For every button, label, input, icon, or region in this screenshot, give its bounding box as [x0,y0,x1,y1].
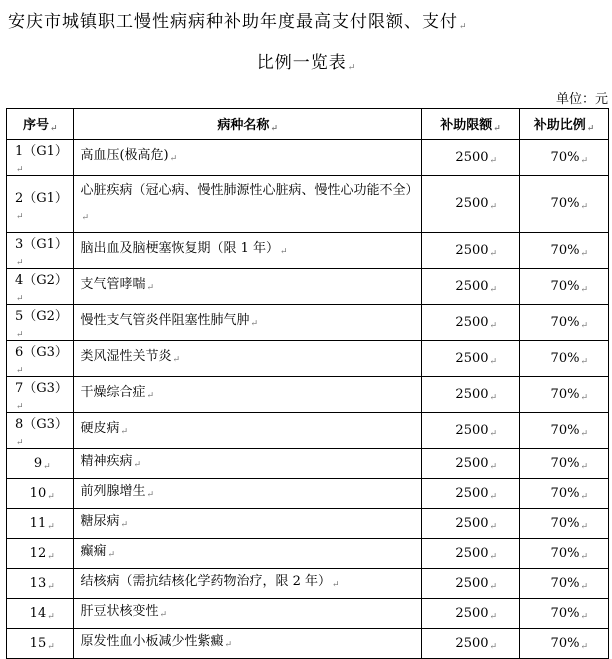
paragraph-mark-icon: ↵ [47,611,55,622]
document-title-line1 [8,7,608,32]
row-ratio-cell [520,377,609,413]
row-ratio-cell-text: 70% [550,635,580,651]
row-ratio-cell-text: 70% [550,149,580,165]
row-limit-cell [421,509,519,539]
paragraph-mark-icon: ↵ [146,490,155,500]
row-limit-cell-text: 2500 [455,242,489,258]
paragraph-mark-icon: ↵ [489,521,498,532]
paragraph-mark-icon: ↵ [169,154,178,164]
paragraph-mark-icon: ↵ [580,581,588,592]
paragraph-mark-icon: ↵ [16,294,24,304]
row-ratio-cell [520,449,609,479]
paragraph-mark-icon: ↵ [580,461,588,472]
row-index-cell [7,305,74,341]
row-ratio-cell [520,413,609,449]
row-index-cell [7,269,74,305]
row-limit-cell [421,269,519,305]
unit-label [556,88,608,107]
table-row [7,479,609,509]
paragraph-mark-icon: ↵ [224,640,233,650]
paragraph-mark-icon: ↵ [47,641,55,652]
row-ratio-cell [520,569,609,599]
row-index-cell [7,233,74,269]
row-limit-cell-text: 2500 [455,635,489,651]
row-disease-cell [74,629,422,659]
paragraph-mark-icon: ↵ [159,610,168,620]
paragraph-mark-icon: ↵ [489,284,498,295]
row-disease-cell-text: 结核病（需抗结核化学药物治疗，限 2 年） [80,574,331,589]
paragraph-mark-icon: ↵ [489,356,498,367]
row-ratio-cell [520,539,609,569]
row-disease-cell-text: 类风湿性关节炎 [80,349,172,364]
row-index-cell [7,377,74,413]
row-disease-cell-text: 支气管哮喘 [80,277,146,292]
row-limit-cell [421,305,519,341]
row-index-cell-text: 13 [29,575,47,591]
row-index-cell-text: 14 [29,605,47,621]
row-limit-cell-text: 2500 [455,422,489,438]
row-disease-cell [74,413,422,449]
paragraph-mark-icon: ↵ [16,438,24,448]
row-index-cell-text: 12 [29,545,47,561]
paragraph-mark-icon: ↵ [16,211,24,222]
table-row [7,449,609,479]
row-limit-cell [421,413,519,449]
row-ratio-cell [520,176,609,233]
row-disease-cell-text: 糖尿病 [80,514,120,529]
row-limit-cell-text: 2500 [455,386,489,402]
table-row [7,377,609,413]
row-disease-cell [74,539,422,569]
paragraph-mark-icon: ↵ [16,165,24,175]
row-disease-cell [74,599,422,629]
header-disease-text: 病种名称 [217,118,270,133]
row-ratio-cell-text: 70% [550,485,580,501]
row-index-cell [7,509,74,539]
row-limit-cell [421,176,519,233]
row-disease-cell [74,569,422,599]
row-limit-cell [421,539,519,569]
paragraph-mark-icon: ↵ [81,212,89,223]
row-limit-cell [421,377,519,413]
row-disease-cell [74,140,422,176]
row-limit-cell [421,449,519,479]
row-index-cell-text: 4（G2） [15,273,68,288]
row-ratio-cell [520,305,609,341]
paragraph-mark-icon: ↵ [459,22,467,32]
row-disease-cell-text: 慢性支气管炎伴阻塞性肺气肿 [80,313,250,328]
header-limit [421,109,519,140]
table-row [7,509,609,539]
paragraph-mark-icon: ↵ [107,550,116,560]
paragraph-mark-icon: ↵ [47,491,55,502]
table-row [7,305,609,341]
paragraph-mark-icon: ↵ [580,248,588,259]
row-ratio-cell [520,233,609,269]
table-row [7,599,609,629]
row-limit-cell-text: 2500 [455,350,489,366]
paragraph-mark-icon: ↵ [489,392,498,403]
paragraph-mark-icon: ↵ [580,202,588,212]
paragraph-mark-icon: ↵ [280,247,288,257]
paragraph-mark-icon: ↵ [489,155,498,166]
paragraph-mark-icon: ↵ [489,641,498,652]
unit-text: 单位：元 [555,92,608,107]
table-row [7,539,609,569]
row-disease-cell [74,377,422,413]
paragraph-mark-icon: ↵ [489,461,498,472]
row-disease-cell-text: 硬皮病 [80,421,120,436]
paragraph-mark-icon: ↵ [580,428,588,439]
paragraph-mark-icon: ↵ [489,320,498,331]
row-ratio-cell-text: 70% [550,575,580,591]
table-row [7,341,609,377]
row-ratio-cell [520,479,609,509]
title-line1-text: 安庆市城镇职工慢性病病种补助年度最高支付限额、支付 [8,12,458,32]
row-index-cell-text: 5（G2） [15,309,68,324]
table-header-row [7,109,609,140]
row-disease-cell [74,176,422,233]
paragraph-mark-icon: ↵ [580,491,588,502]
row-limit-cell-text: 2500 [455,605,489,621]
row-ratio-cell-text: 70% [550,314,580,330]
paragraph-mark-icon: ↵ [47,551,55,562]
row-ratio-cell-text: 70% [550,278,580,294]
row-disease-cell [74,449,422,479]
row-disease-cell [74,509,422,539]
table-row [7,269,609,305]
row-index-cell [7,599,74,629]
row-index-cell [7,539,74,569]
row-disease-cell [74,479,422,509]
paragraph-mark-icon: ↵ [580,320,588,331]
row-index-cell-text: 9 [33,455,43,471]
row-ratio-cell-text: 70% [550,350,580,366]
paragraph-mark-icon: ↵ [47,521,55,532]
row-index-cell-text: 1（G1） [15,144,68,159]
paragraph-mark-icon: ↵ [489,491,498,502]
paragraph-mark-icon: ↵ [172,355,181,365]
row-limit-cell-text: 2500 [455,515,489,531]
row-disease-cell [74,233,422,269]
paragraph-mark-icon: ↵ [146,391,155,401]
row-limit-cell [421,599,519,629]
row-index-cell [7,176,74,233]
paragraph-mark-icon: ↵ [250,319,259,329]
paragraph-mark-icon: ↵ [16,402,24,412]
row-ratio-cell-text: 70% [550,515,580,531]
row-limit-cell-text: 2500 [455,278,489,294]
row-ratio-cell [520,509,609,539]
row-ratio-cell-text: 70% [550,242,580,258]
row-ratio-cell [520,599,609,629]
row-ratio-cell-text: 70% [550,386,580,402]
paragraph-mark-icon: ↵ [580,611,588,622]
header-index [7,109,74,140]
row-disease-cell-text: 原发性血小板减少性紫癜 [80,634,224,649]
paragraph-mark-icon: ↵ [489,248,498,259]
row-limit-cell-text: 2500 [455,196,489,211]
paragraph-mark-icon: ↵ [43,461,51,472]
row-index-cell [7,140,74,176]
paragraph-mark-icon: ↵ [489,428,498,439]
paragraph-mark-icon: ↵ [489,551,498,562]
row-ratio-cell-text: 70% [550,455,580,471]
title-line2-text: 比例一览表 [256,53,347,73]
row-ratio-cell [520,269,609,305]
row-index-cell-text: 2（G1） [15,190,68,206]
row-index-cell [7,629,74,659]
paragraph-mark-icon: ↵ [580,356,588,367]
paragraph-mark-icon: ↵ [16,330,24,340]
row-limit-cell [421,629,519,659]
row-limit-cell-text: 2500 [455,149,489,165]
paragraph-mark-icon: ↵ [120,520,129,530]
row-disease-cell [74,305,422,341]
row-index-cell [7,341,74,377]
paragraph-mark-icon: ↵ [120,427,129,437]
header-limit-text: 补助限额 [440,118,493,133]
table-row [7,176,609,233]
row-index-cell [7,413,74,449]
paragraph-mark-icon: ↵ [493,124,501,134]
row-disease-cell-text: 脑出血及脑梗塞恢复期（限 1 年） [80,241,279,256]
paragraph-mark-icon: ↵ [580,284,588,295]
row-limit-cell [421,233,519,269]
row-index-cell-text: 10 [29,485,47,501]
row-index-cell-text: 7（G3） [15,381,68,396]
row-ratio-cell-text: 70% [550,196,580,211]
row-index-cell [7,569,74,599]
row-ratio-cell-text: 70% [550,545,580,561]
row-limit-cell [421,140,519,176]
table-row [7,629,609,659]
paragraph-mark-icon: ↵ [16,366,24,376]
table-row [7,569,609,599]
row-limit-cell-text: 2500 [455,545,489,561]
row-limit-cell-text: 2500 [455,575,489,591]
paragraph-mark-icon: ↵ [580,155,588,166]
row-limit-cell-text: 2500 [455,314,489,330]
row-disease-cell-text: 前列腺增生 [80,484,146,499]
row-index-cell-text: 3（G1） [15,237,68,252]
header-disease [74,109,422,140]
paragraph-mark-icon: ↵ [586,124,595,134]
row-disease-cell [74,341,422,377]
disease-table [6,108,609,659]
paragraph-mark-icon: ↵ [580,521,588,532]
row-disease-cell-text: 心脏疾病（冠心病、慢性肺源性心脏病、慢性心功能不全） [80,182,419,198]
paragraph-mark-icon: ↵ [489,202,498,212]
paragraph-mark-icon: ↵ [49,124,58,134]
header-index-text: 序号 [22,118,49,133]
row-index-cell-text: 11 [29,515,47,531]
row-index-cell [7,449,74,479]
paragraph-mark-icon: ↵ [146,283,155,293]
row-disease-cell-text: 高血压(极高危) [80,148,169,163]
row-disease-cell [74,269,422,305]
paragraph-mark-icon: ↵ [489,581,498,592]
paragraph-mark-icon: ↵ [47,581,55,592]
table-row [7,140,609,176]
paragraph-mark-icon: ↵ [133,460,142,470]
row-limit-cell-text: 2500 [455,485,489,501]
paragraph-mark-icon: ↵ [580,551,588,562]
row-ratio-cell [520,140,609,176]
row-index-cell-text: 6（G3） [15,345,68,360]
document-title-line2 [0,48,612,73]
row-limit-cell-text: 2500 [455,455,489,471]
row-index-cell-text: 8（G3） [15,417,68,432]
header-ratio [520,109,609,140]
row-disease-cell-text: 癫痫 [80,544,107,559]
row-limit-cell [421,569,519,599]
row-disease-cell-text: 精神疾病 [80,454,133,469]
row-index-cell-text: 15 [29,635,47,651]
header-ratio-text: 补助比例 [533,118,586,133]
table-row [7,233,609,269]
row-disease-cell-text: 肝豆状核变性 [80,604,159,619]
row-ratio-cell [520,629,609,659]
paragraph-mark-icon: ↵ [347,63,356,73]
row-ratio-cell-text: 70% [550,422,580,438]
row-limit-cell [421,479,519,509]
paragraph-mark-icon: ↵ [489,611,498,622]
row-disease-cell-text: 干燥综合症 [80,385,146,400]
paragraph-mark-icon: ↵ [16,258,24,268]
paragraph-mark-icon: ↵ [580,392,588,403]
paragraph-mark-icon: ↵ [270,124,278,134]
row-index-cell [7,479,74,509]
row-ratio-cell [520,341,609,377]
table-row [7,413,609,449]
row-limit-cell [421,341,519,377]
paragraph-mark-icon: ↵ [332,580,340,590]
row-ratio-cell-text: 70% [550,605,580,621]
paragraph-mark-icon: ↵ [580,641,588,652]
